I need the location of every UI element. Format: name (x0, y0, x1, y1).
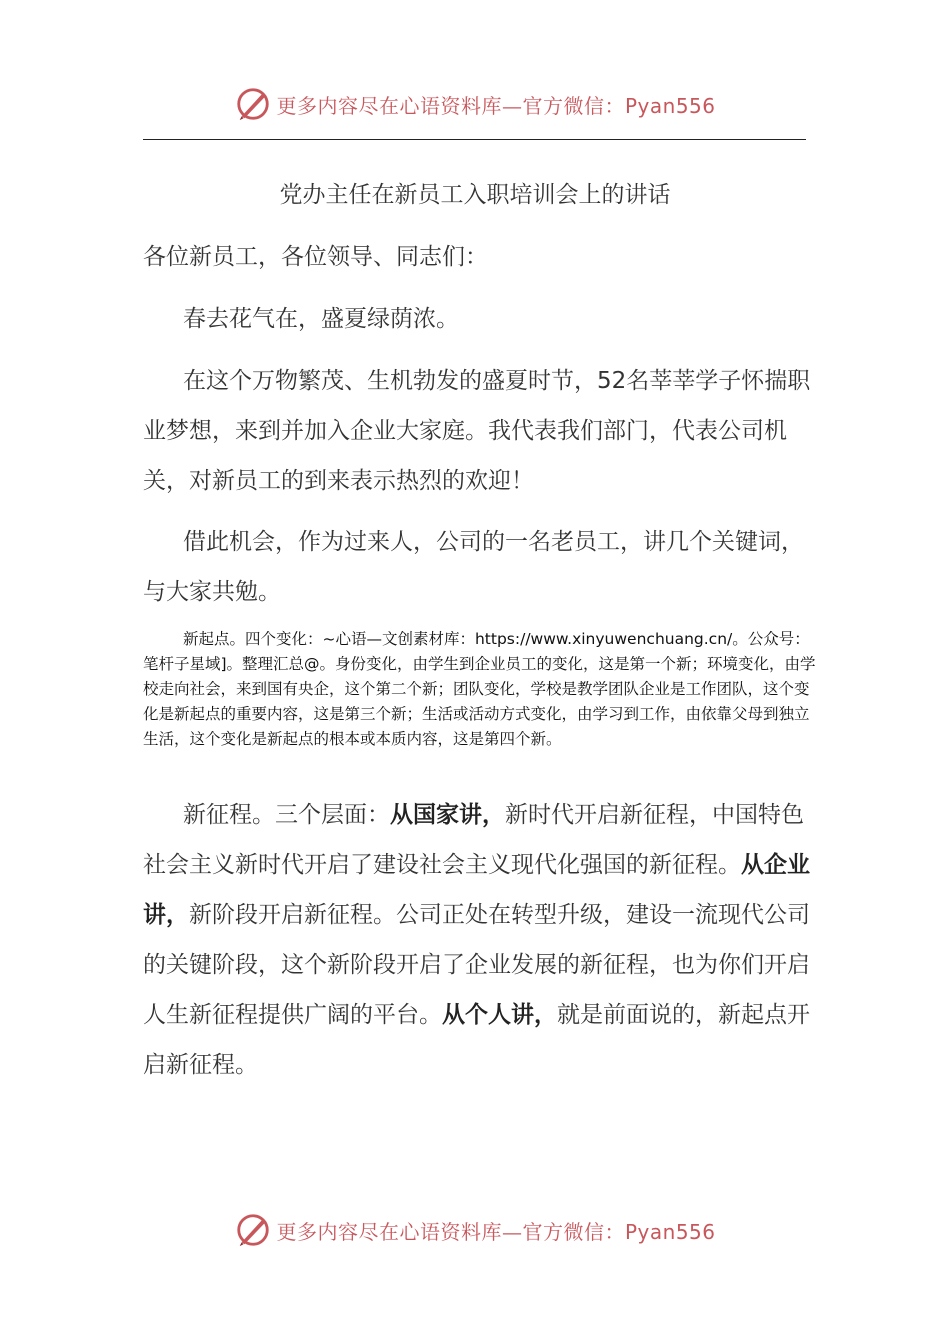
paragraph-new-start: 新起点。四个变化：~心语—文创素材库：https://www.xinyuwenchuang.cn/。公众号：笔杆子星域]。整理汇总@。身份变化，由学生到企业员工的变化，这是第一个新；环境变化，由学校走向社会，来到国有央企，这个第二个新；团队变化，学校是教学团队企业是工作团队，这个变化是新起点的重要内容，这是第三个新；生活或活动方式变化，由学习到工作，由依靠父母到独立生活，这个变化是新起点的根本或本质内容，这是第四个新。 (143, 630, 816, 748)
header-banner-text: 更多内容尽在心语资料库—官方微信：Pyan556 (276, 93, 716, 118)
bold-individual: 从个人讲， (442, 1002, 557, 1028)
paragraph-new-journey: 新征程。三个层面：从国家讲，新时代开启新征程，中国特色社会主义新时代开启了建设社会主义现代化强国的新征程。从企业讲，新阶段开启新征程。公司正处在转型升级，建设一流现代公司的关键阶段，这个新阶段开启了企业发展的新征程，也为你们开启人生新征程提供广阔的平台。从个人讲，就是前面说的，新起点开启新征程。 (143, 802, 810, 1078)
paragraph-2: 在这个万物繁茂、生机勃发的盛夏时节，52名莘莘学子怀揣职业梦想，来到并加入企业大家庭。我代表我们部门，代表公司机关，对新员工的到来表示热烈的欢迎！ (143, 368, 811, 494)
footer-banner-text: 更多内容尽在心语资料库—官方微信：Pyan556 (276, 1219, 716, 1244)
footer-banner (0, 1208, 950, 1252)
document-title: 党办主任在新员工入职培训会上的讲话 (279, 182, 671, 208)
header-banner (0, 82, 950, 126)
paragraph-1: 春去花气在，盛夏绿荫浓。 (183, 306, 459, 332)
header-divider (143, 139, 806, 140)
pen-circle-logo-icon (234, 1211, 272, 1249)
footer-wechat-id: Pyan556 (624, 1219, 716, 1244)
pen-circle-logo-icon (234, 85, 272, 123)
header-wechat-id: Pyan556 (624, 93, 716, 118)
paragraph-3: 借此机会，作为过来人，公司的一名老员工，讲几个关键词，与大家共勉。 (143, 529, 804, 605)
bold-country: 从国家讲， (390, 802, 505, 828)
bold-enterprise: 从企业讲， (143, 852, 810, 928)
salutation: 各位新员工，各位领导、同志们： (143, 244, 488, 270)
